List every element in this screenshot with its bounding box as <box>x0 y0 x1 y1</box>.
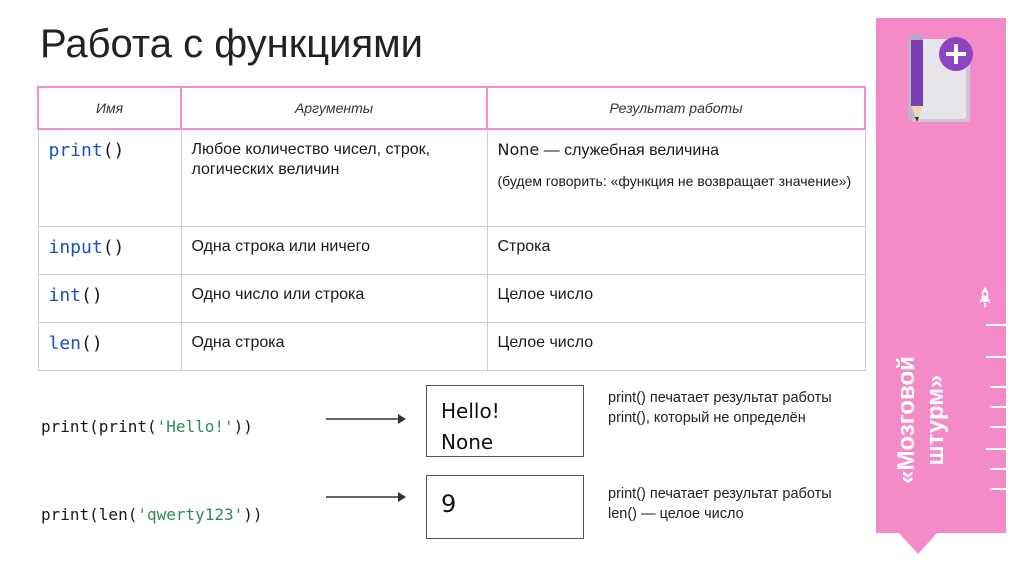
page-title: Работа с функциями <box>40 22 424 66</box>
output-box <box>426 475 584 539</box>
example-explanation: print() печатает результат работы len() — целое число <box>608 486 832 523</box>
notebook-pencil-plus-icon <box>902 34 982 126</box>
fn-result-cell <box>487 129 865 226</box>
ruler-tick <box>990 468 1006 470</box>
expr-suffix: )) <box>243 505 263 524</box>
fn-args-cell: Одно число или строка <box>181 274 487 322</box>
ruler-tick <box>990 406 1006 408</box>
fn-name: int <box>48 284 82 306</box>
rocket-icon <box>977 286 993 308</box>
ruler-tick <box>990 386 1006 388</box>
fn-args-cell: Одна строка или ничего <box>181 226 487 274</box>
arrow-right-icon <box>326 490 406 504</box>
fn-result-cell: Строка <box>487 226 865 274</box>
fn-result-cell: Целое число <box>487 274 865 322</box>
header-name: Имя <box>38 87 181 129</box>
result-code: None <box>497 140 540 159</box>
table-row <box>38 322 865 370</box>
table-header-row <box>38 87 865 129</box>
expr-prefix: print(len( <box>41 505 138 524</box>
example-expression <box>41 417 253 436</box>
fn-parens: () <box>81 332 103 354</box>
ruler-tick <box>986 356 1006 358</box>
fn-name: input <box>48 236 103 258</box>
output-line: Hello! <box>441 399 500 423</box>
result-note: (будем говорить: «функция не возвращает значение») <box>497 173 852 189</box>
ruler-tick <box>990 488 1006 490</box>
example-expression <box>41 505 263 524</box>
fn-name: len <box>48 332 82 354</box>
output-line: None <box>441 430 494 454</box>
fn-name: print <box>48 140 103 161</box>
side-panel-notch <box>898 532 938 554</box>
output-box <box>426 385 584 457</box>
table-row <box>38 226 865 274</box>
fn-name-cell <box>38 226 181 274</box>
fn-parens: () <box>102 236 125 258</box>
ruler-tick <box>990 426 1006 428</box>
fn-args-cell: Одна строка <box>181 322 487 370</box>
expr-string: 'qwerty123' <box>137 505 244 524</box>
header-args: Аргументы <box>181 87 487 129</box>
fn-parens: () <box>102 140 125 161</box>
fn-name-cell <box>38 322 181 370</box>
side-panel-label: «Мозговой штурм» <box>893 356 949 484</box>
expr-prefix: print(print( <box>41 417 157 436</box>
example-explanation: print() печатает результат работы print(), который не определён <box>608 390 832 427</box>
table-row <box>38 129 865 226</box>
ruler-tick <box>986 324 1006 326</box>
header-result: Результат работы <box>487 87 865 129</box>
functions-table <box>37 86 866 371</box>
fn-parens: () <box>81 284 103 306</box>
arrow-right-icon <box>326 412 406 426</box>
ruler-tick <box>986 448 1006 450</box>
fn-name-cell <box>38 129 181 226</box>
fn-name-cell <box>38 274 181 322</box>
result-text: — служебная величина <box>539 142 720 159</box>
fn-result-cell: Целое число <box>487 322 865 370</box>
expr-suffix: )) <box>233 417 253 436</box>
table-row <box>38 274 865 322</box>
output-line: 9 <box>441 490 457 518</box>
expr-string: 'Hello!' <box>156 417 234 436</box>
fn-args-cell: Любое количество чисел, строк, логических величин <box>181 129 487 226</box>
